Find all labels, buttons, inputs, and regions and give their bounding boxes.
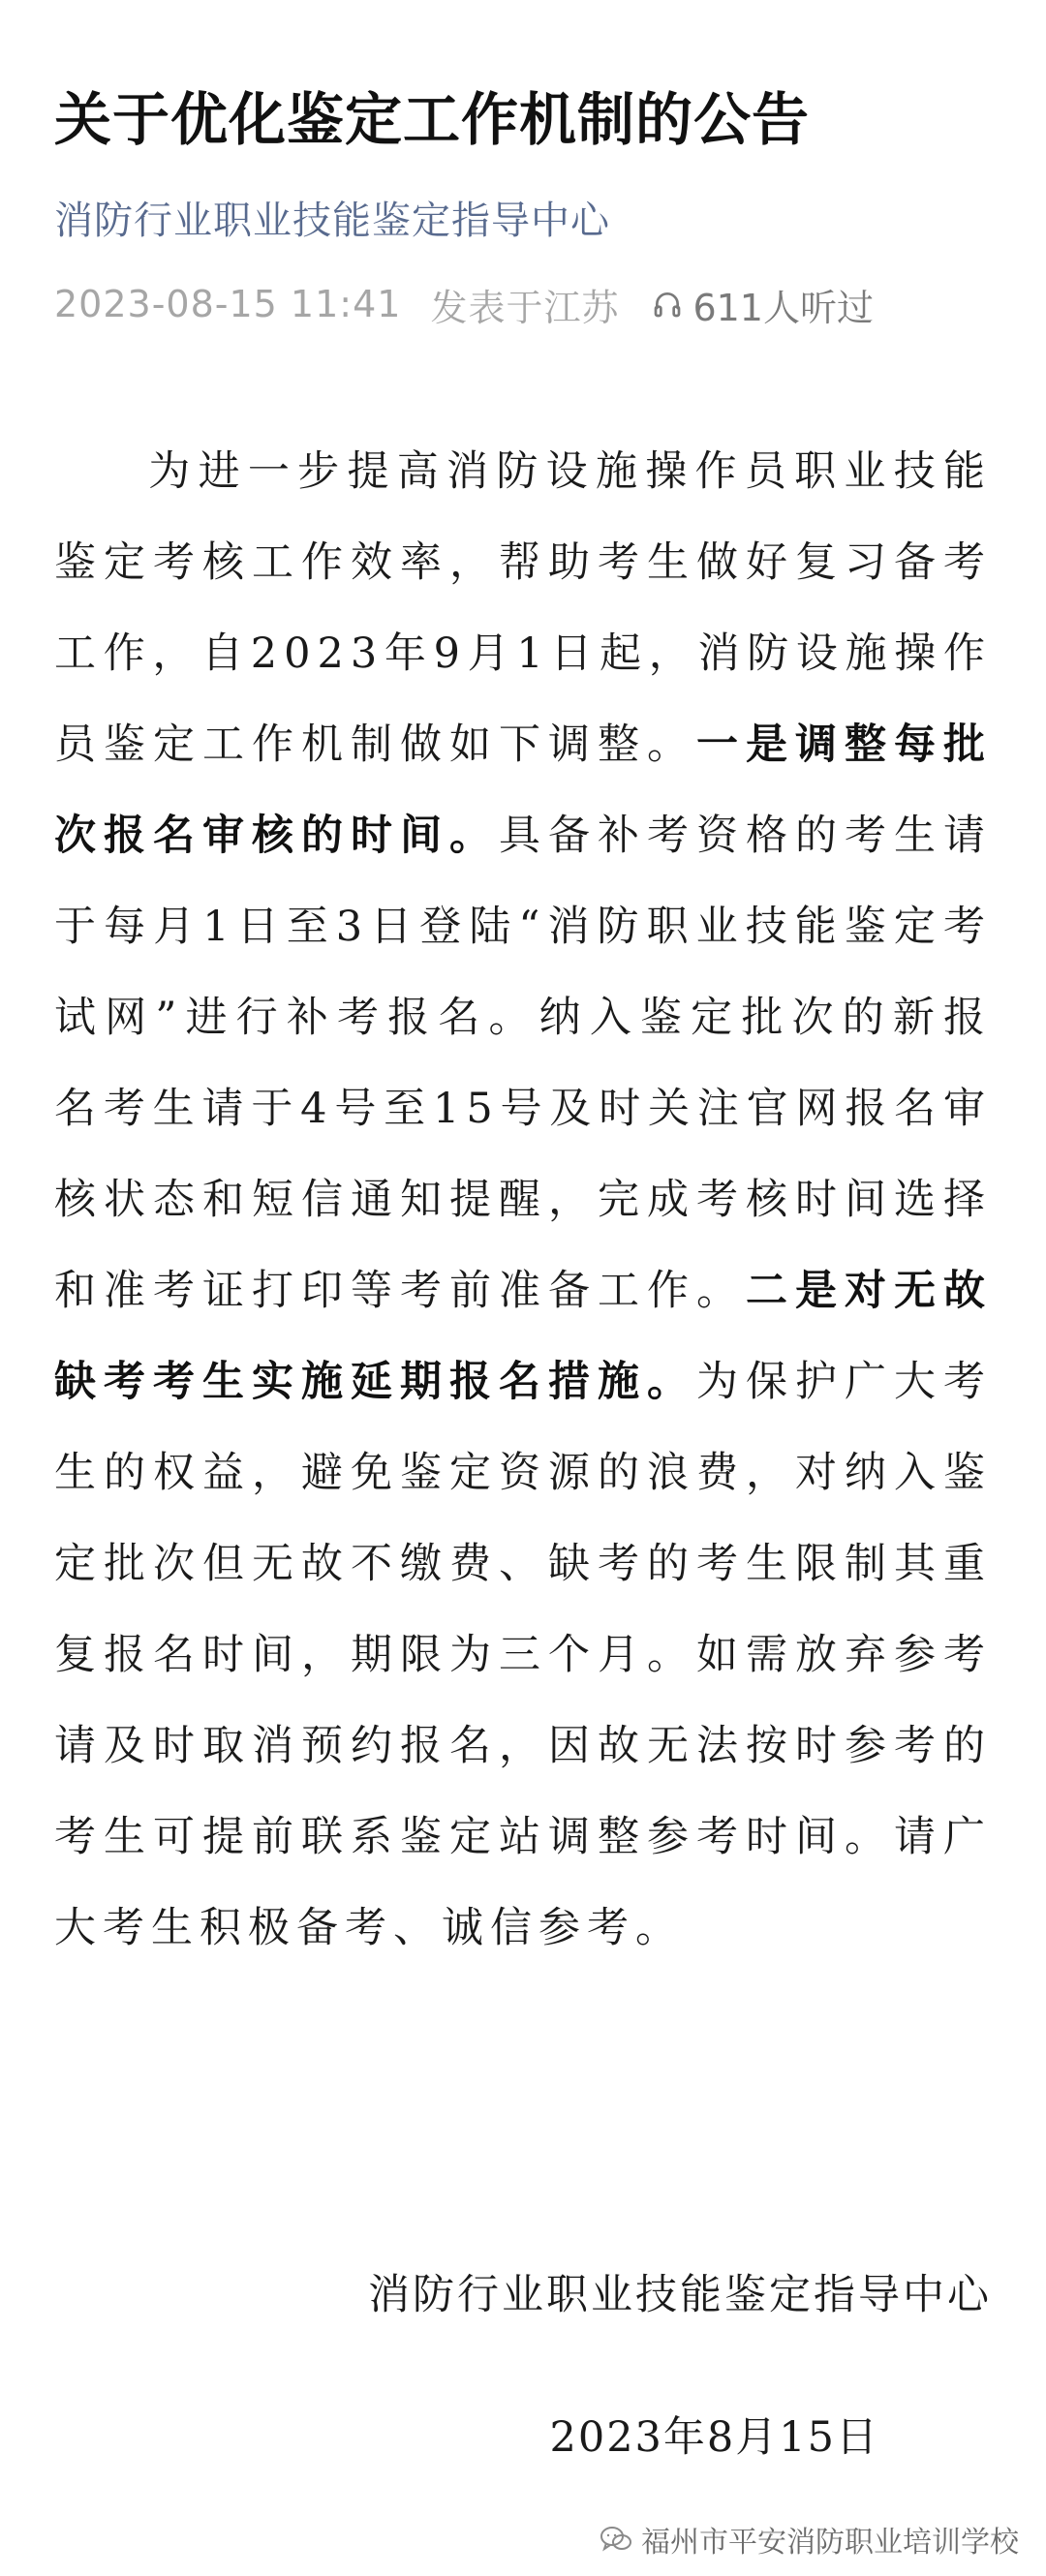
point-1-title: 一是调整每批次报名审核的时间。 xyxy=(54,721,992,860)
account-name-link[interactable]: 消防行业职业技能鉴定指导中心 xyxy=(54,199,610,243)
article-body xyxy=(54,426,992,1974)
wechat-icon xyxy=(599,2525,633,2554)
point-1-text: 具备补考资格的考生请于每月1日至3日登陆“消防职业技能鉴定考试网”进行补考报名。纳入鉴定批次的新报名考生请于4号至15号及时关注官网报名审核状态和短信通知提醒，完成考核时间选择和准考证打印等考前准备工作。 xyxy=(54,812,992,1315)
publish-location: 发表于江苏 xyxy=(430,286,620,329)
signature-org: 消防行业职业技能鉴定指导中心 xyxy=(368,2271,992,2319)
signature-date: 2023年8月15日 xyxy=(549,2413,879,2462)
publish-time: 2023-08-15 11:41 xyxy=(54,283,402,325)
point-2-text: 为保护广大考生的权益，避免鉴定资源的浪费，对纳入鉴定批次但无故不缴费、缺考的考生限制其重复报名时间，期限为三个月。如需放弃参考请及时取消预约报名，因故无法按时参考的考生可提前联系鉴定站调整参考时间。请广大考生积极备考、诚信参考。 xyxy=(54,1358,992,1952)
article-meta xyxy=(54,277,874,331)
article-title: 关于优化鉴定工作机制的公告 xyxy=(54,86,811,153)
watermark-text: 福州市平安消防职业培训学校 xyxy=(641,2526,1019,2560)
listen-count: 611人听过 xyxy=(692,286,874,329)
body-intro: 为进一步提高消防设施操作员职业技能鉴定考核工作效率，帮助考生做好复习备考工作，自2023年9月1日起，消防设施操作员鉴定工作机制做如下调整。 xyxy=(54,447,992,769)
point-2-title: 二是对无故缺考考生实施延期报名措施。 xyxy=(54,1267,992,1406)
headphones-icon xyxy=(652,289,683,320)
listen-button[interactable] xyxy=(652,278,874,331)
watermark xyxy=(599,2518,1019,2561)
